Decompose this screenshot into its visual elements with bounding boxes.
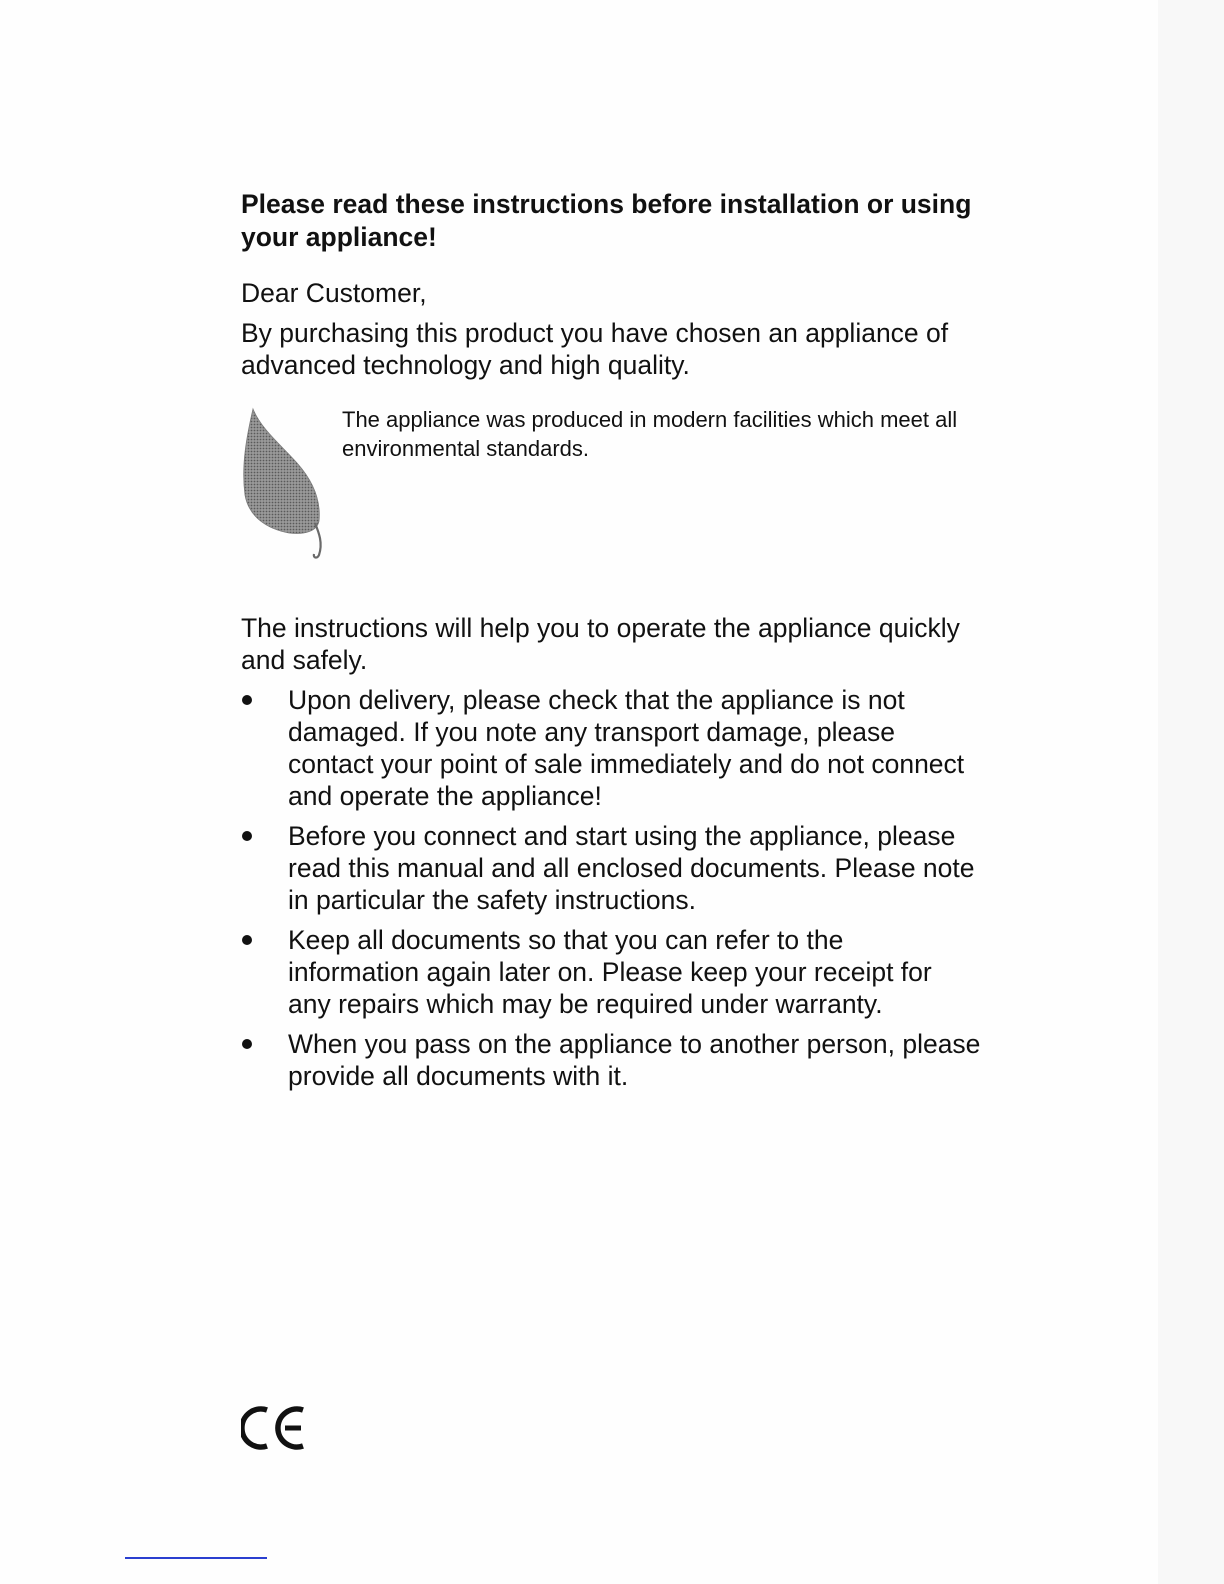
help-paragraph: The instructions will help you to operate the appliance quickly and safely. [241,613,960,675]
bullet-icon [242,1039,252,1049]
list-item [241,684,981,812]
instruction-list [241,684,981,1092]
eco-note-block [241,405,981,565]
list-item [241,820,981,916]
list-item [241,924,981,1020]
ce-mark-icon [241,1404,307,1452]
bullet-icon [242,695,252,705]
salutation: Dear Customer, [241,278,427,308]
bottom-rule [125,1557,267,1559]
intro-paragraph: By purchasing this product you have chosen an appliance of advanced technology and high quality. [241,318,949,380]
list-item [241,1028,981,1092]
bullet-icon [242,831,252,841]
list-item-text: Upon delivery, please check that the appliance is not damaged. If you note any transport damage, please contact your point of sale immediately and do not connect and operate the appliance! [288,685,965,811]
eco-note-text: The appliance was produced in modern facilities which meet all environmental standards. [342,407,958,461]
list-item-text: When you pass on the appliance to another person, please provide all documents with it. [288,1029,981,1091]
bullet-icon [242,935,252,945]
document-body [241,188,981,1100]
list-item-text: Keep all documents so that you can refer to the information again later on. Please keep your receipt for any repairs which may be required under warranty. [288,925,932,1019]
page-edge-shade [1158,0,1224,1584]
page-heading: Please read these instructions before installation or using your appliance! [241,189,972,252]
leaf-icon [241,405,325,561]
list-item-text: Before you connect and start using the appliance, please read this manual and all enclosed documents. Please note in particular the safety instructions. [288,821,975,915]
